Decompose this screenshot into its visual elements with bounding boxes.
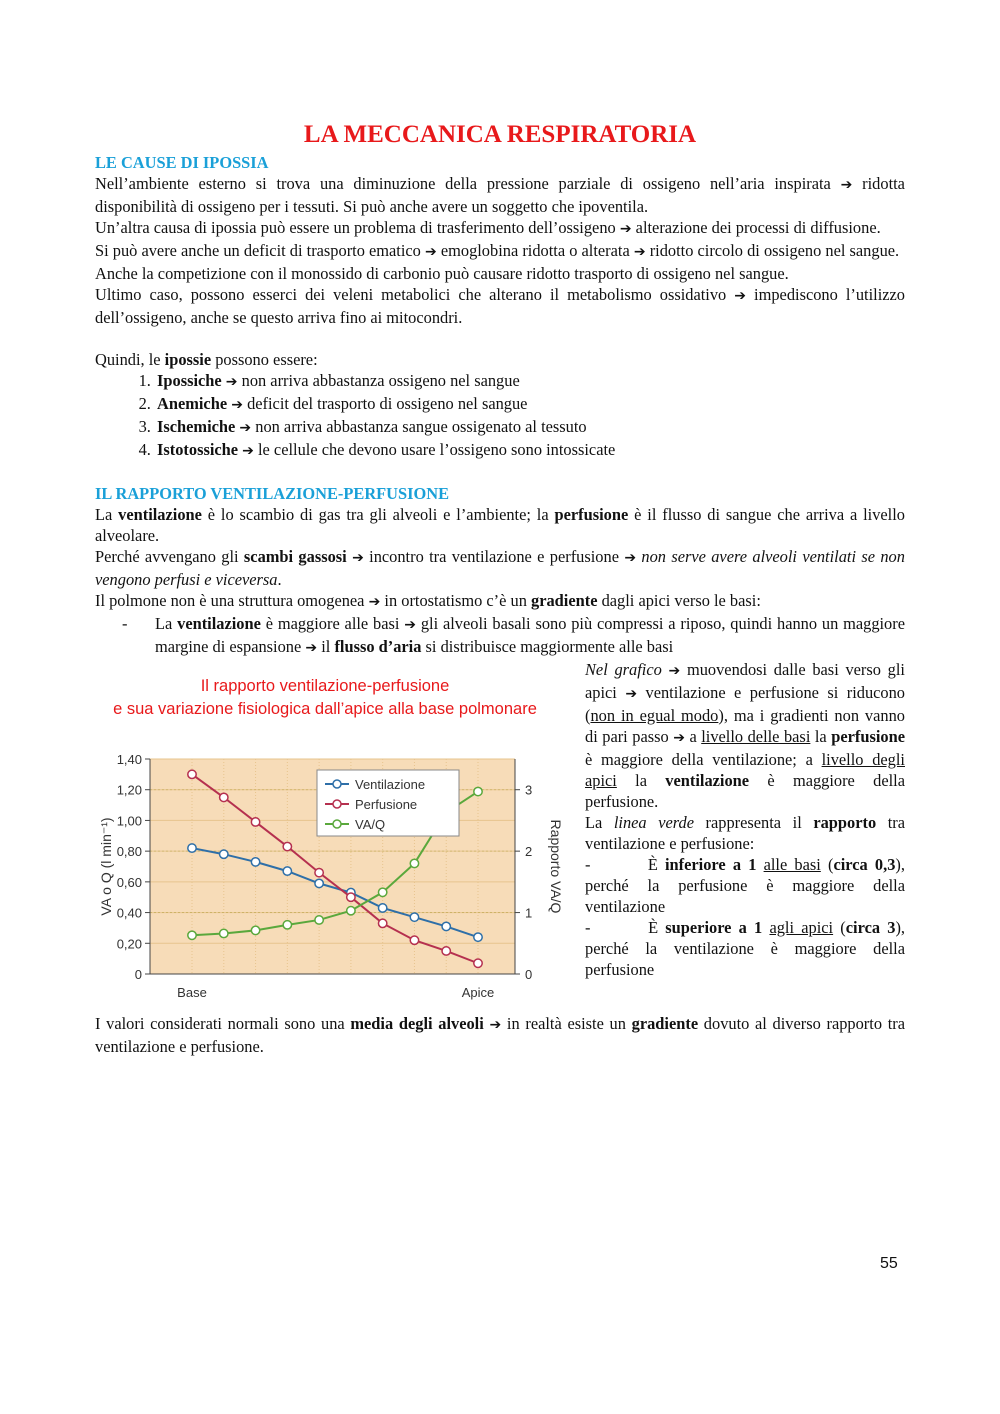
list-item: - La ventilazione è maggiore alle basi ➔ gli alveoli basali sono più compressi a riposo, quindi hanno un maggiore margine di espansione ➔ il flusso d’aria si distribuisce maggiormente alle basi <box>95 613 905 659</box>
paragraph: Ultimo caso, possono esserci dei veleni metabolici che alterano il metabolismo ossidativo ➔ impediscono l’utilizzo dell’ossigeno, anche se questo arriva fino ai mitocondri. <box>95 285 905 327</box>
arrow-icon: ➔ <box>633 244 646 260</box>
y-tick-label: 0,60 <box>116 874 142 890</box>
list-item: 2. Anemiche ➔ deficit del trasporto di ossigeno nel sangue <box>155 393 905 416</box>
list-item: 1. Ipossiche ➔ non arriva abbastanza ossigeno nel sangue <box>155 370 905 393</box>
data-point <box>283 867 291 875</box>
arrow-icon: ➔ <box>239 420 252 436</box>
list-item: 4. Istotossiche ➔ le cellule che devono usare l’ossigeno sono intossicate <box>155 439 905 462</box>
data-point <box>188 931 196 939</box>
vq-chart-svg <box>95 671 565 1006</box>
section-heading-ipossia: LE CAUSE DI IPOSSIA <box>95 153 269 172</box>
y2-axis-label: Rapporto VA/Q <box>548 819 564 914</box>
legend-marker <box>333 820 341 828</box>
y2-tick-label: 0 <box>525 967 533 982</box>
arrow-icon: ➔ <box>425 244 437 260</box>
paragraph: Il polmone non è una struttura omogenea ➔ in ortostatismo c’è un gradiente dagli apici verso le basi: <box>95 591 761 610</box>
gradient-list <box>95 613 905 659</box>
data-point <box>378 904 386 912</box>
paragraph: Si può avere anche un deficit di trasporto ematico ➔ emoglobina ridotta o alterata ➔ ridotto circolo di ossigeno nel sangue. <box>95 241 900 260</box>
data-point <box>410 913 418 921</box>
hypoxia-list <box>95 370 905 462</box>
y-tick-label: 1,20 <box>116 782 142 798</box>
chart-subtitle: e sua variazione fisiologica dall’apice alla base polmonare <box>113 700 537 718</box>
paragraph: Nell’ambiente esterno si trova una diminuzione della pressione parziale di ossigeno nell’aria inspirata ➔ ridotta disponibilità di ossigeno per i tessuti. Si può anche avere un soggetto che ipoventila. <box>95 174 905 216</box>
list-intro: Quindi, le ipossie possono essere: <box>95 350 318 369</box>
x-tick-label: Apice <box>461 985 495 1000</box>
data-point <box>315 916 323 924</box>
arrow-icon: ➔ <box>489 1017 502 1033</box>
data-point <box>474 933 482 941</box>
legend-label: Ventilazione <box>355 777 426 792</box>
arrow-icon: ➔ <box>242 443 254 459</box>
chart-title: Il rapporto ventilazione-perfusione <box>200 677 450 695</box>
data-point <box>220 850 228 858</box>
arrow-icon: ➔ <box>619 221 632 237</box>
data-point <box>442 947 450 955</box>
legend-label: Perfusione <box>355 797 418 812</box>
data-point <box>442 922 450 930</box>
data-point <box>410 936 418 944</box>
paragraph: Un’altra causa di ipossia può essere un problema di trasferimento dell’ossigeno ➔ alterazione dei processi di diffusione. <box>95 218 881 237</box>
data-point <box>378 919 386 927</box>
arrow-icon: ➔ <box>840 177 853 193</box>
y-tick-label: 0,80 <box>116 844 142 860</box>
paragraph: La ventilazione è lo scambio di gas tra gli alveoli e l’ambiente; la perfusione è il flusso di sangue che arriva a livello alveolare. <box>95 505 905 545</box>
arrow-icon: ➔ <box>231 397 243 413</box>
paragraph: La linea verde rappresenta il rapporto tra ventilazione e perfusione: <box>585 813 905 853</box>
y-tick-label: 0 <box>134 967 142 982</box>
data-point <box>283 842 291 850</box>
data-point <box>474 787 482 795</box>
data-point <box>474 959 482 967</box>
list-item: - È inferiore a 1 alle basi (circa 0,3), perché la perfusione è maggiore della ventilazione <box>585 855 910 916</box>
y2-tick-label: 3 <box>525 782 533 798</box>
paragraph: Perché avvengano gli scambi gassosi ➔ incontro tra ventilazione e perfusione ➔ non serve avere alveoli ventilati se non vengono perfusi e viceversa. <box>95 547 905 589</box>
legend-marker <box>333 780 341 788</box>
data-point <box>188 770 196 778</box>
y2-tick-label: 1 <box>525 905 533 921</box>
data-point <box>188 844 196 852</box>
arrow-icon: ➔ <box>624 550 637 566</box>
page-number: 55 <box>880 1255 898 1272</box>
data-point <box>347 907 355 915</box>
section-heading-ventilazione-perfusione: IL RAPPORTO VENTILAZIONE-PERFUSIONE <box>95 484 450 503</box>
list-item: - È superiore a 1 agli apici (circa 3), perché la ventilazione è maggiore della perfusione <box>585 918 910 979</box>
data-point <box>251 818 259 826</box>
y2-tick-label: 2 <box>525 844 533 860</box>
data-point <box>315 879 323 887</box>
vq-chart <box>95 671 565 1006</box>
arrow-icon: ➔ <box>404 617 416 633</box>
arrow-icon: ➔ <box>368 594 381 610</box>
data-point <box>220 929 228 937</box>
y-axis-label: VA o Q (l min⁻¹) <box>98 817 114 916</box>
data-point <box>251 858 259 866</box>
data-point <box>283 921 291 929</box>
legend-label: VA/Q <box>355 817 386 832</box>
arrow-icon: ➔ <box>225 374 238 390</box>
legend-marker <box>333 800 341 808</box>
data-point <box>378 888 386 896</box>
arrow-icon: ➔ <box>668 663 681 679</box>
y-tick-label: 0,20 <box>116 936 142 952</box>
x-tick-label: Base <box>177 985 207 1000</box>
data-point <box>410 859 418 867</box>
arrow-icon: ➔ <box>673 730 685 746</box>
y-tick-label: 1,40 <box>116 752 142 767</box>
arrow-icon: ➔ <box>734 288 747 304</box>
data-point <box>251 926 259 934</box>
closing-paragraph: I valori considerati normali sono una media degli alveoli ➔ in realtà esiste un gradiente dovuto al diverso rapporto tra ventilazione e perfusione. <box>95 1014 905 1056</box>
arrow-icon: ➔ <box>305 640 318 656</box>
arrow-icon: ➔ <box>625 686 638 702</box>
list-item: 3. Ischemiche ➔ non arriva abbastanza sangue ossigenato al tessuto <box>155 416 905 439</box>
page-title: LA MECCANICA RESPIRATORIA <box>303 121 697 148</box>
y-tick-label: 1,00 <box>116 813 142 829</box>
chart-explanation <box>585 659 910 980</box>
data-point <box>315 868 323 876</box>
paragraph: Nel grafico ➔ muovendosi dalle basi verso gli apici ➔ ventilazione e perfusione si riducono (non in egual modo), ma i gradienti non vanno di pari passo ➔ a livello delle basi la perfusione è maggiore della ventilazione; a livello degli apici la ventilazione è maggiore della perfusione. <box>585 660 906 811</box>
data-point <box>220 793 228 801</box>
arrow-icon: ➔ <box>352 550 364 566</box>
y-tick-label: 0,40 <box>116 905 142 921</box>
paragraph: Anche la competizione con il monossido di carbonio può causare ridotto trasporto di ossigeno nel sangue. <box>95 264 789 283</box>
data-point <box>347 893 355 901</box>
